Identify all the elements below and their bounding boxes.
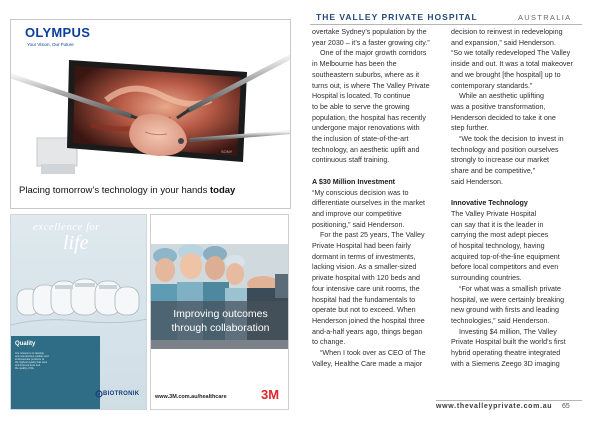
3m-ad[interactable] [150,214,289,410]
olympus-logo: OLYMPUS [25,25,91,40]
blank-line [312,166,442,177]
biotronik-panel-title: Quality [15,341,36,347]
text-line: and-a-half years ago, things began [312,327,423,336]
text-line: turns out, is where The Valley Private [312,81,430,90]
text-line: The Valley Private Hospital [451,209,537,218]
text-line: overtake Sydney’s population by the [312,28,427,36]
biotronik-panel-line: the quality of life. [15,367,35,370]
text-line: acquired top-of-the-line equipment [451,252,560,261]
text-line: private hospital with 120 beds and [312,274,420,283]
biotronik-ad[interactable] [10,214,147,410]
text-line: step further. [451,124,489,133]
text-line: and we brought [the hospital] up to [451,70,561,79]
text-line: hospital, we were certainly breaking [451,295,565,304]
text-line: positioning,” said Henderson. [312,220,405,229]
header-divider [310,24,582,25]
text-line: of hospital technology, having [451,242,545,251]
blank-line [451,188,585,199]
text-line: dormant in terms of investments, [312,252,416,261]
text-line: “So we totally redeveloped The Valley [451,49,571,58]
text-line: in Melbourne has been the [312,60,397,69]
text-line: Valley, Healthe Care made a major [312,359,423,368]
text-line: southeastern suburbs, where as it [312,70,420,79]
text-line: year 2030 – it’s a faster growing city.” [312,38,430,47]
biotronik-panel-line: Our mission is to develop [15,352,45,355]
3m-logo: 3M [261,387,280,402]
text-line: decision to reinvest in redeveloping [451,28,563,36]
text-line: continuous staff training. [312,156,390,165]
text-line: operate but not to exceed. When [312,306,416,315]
text-line: Henderson joined the hospital three [312,316,425,325]
text-line: technologies,” said Henderson. [451,316,550,325]
text-line: Henderson decided to take it one [451,113,556,122]
biotronik-logo: BIOTRONIK [103,391,140,397]
text-line: surrounding countries. [451,274,522,283]
biotronik-panel-line: and improve lives and [15,364,41,367]
svg-text:SONY: SONY [221,149,233,154]
text-line: four intensive care unit rooms, the [312,284,420,293]
3m-headline-2: through collaboration [171,322,270,334]
text-line: “My conscious decision was to [312,188,409,197]
text-line: technology, an aesthetic uplift and [312,145,420,154]
text-line: carrying the most adept pieces [451,231,549,240]
footer-divider [436,400,582,401]
text-line: to change. [312,338,346,347]
biotronik-headline-small: excellence for [33,221,100,233]
text-line: the inclusion of state-of-the-art [312,135,409,144]
footer-url[interactable]: www.thevalleyprivate.com.au [436,403,553,410]
text-line: before local competitors and even [451,263,559,272]
article-column-2 [451,27,585,370]
running-header-title: THE VALLEY PRIVATE HOSPITAL [316,12,478,22]
text-line: “When I took over as CEO of The [320,349,426,358]
text-line: One of the major growth corridors [320,49,427,58]
biotronik-logo-icon [11,215,147,410]
biotronik-headline-large: life [63,232,89,254]
text-line: to be able to serve the growing [312,102,410,111]
text-line: inside and out. It was a total makeover [451,60,573,69]
text-line: Private Hospital had been fairly [312,242,411,251]
text-line: and improve our competitive [312,209,402,218]
article-column-1 [312,27,442,370]
text-line: differentiate ourselves in the market [312,199,425,208]
text-line: hospital had the fundamentals to [312,295,416,304]
page-number: 65 [562,403,570,410]
biotronik-panel-line: endovascular products of [15,358,44,361]
3m-url[interactable]: www.3M.com.au/healthcare [155,394,227,400]
text-line: hybrid operating theatre integrated [451,349,561,358]
3m-headline-1: Improving outcomes [173,308,268,320]
olympus-ad[interactable] [10,19,291,209]
running-header-country: AUSTRALIA [518,13,572,22]
section-heading: A $30 Million Investment [312,177,396,186]
text-line: “We took the decision to invest in [459,135,564,144]
text-line: “For what was a smallish private [459,284,561,293]
biotronik-panel-line: and manufacture cardiac and [15,355,49,358]
surgical-monitor-illustration [11,20,291,209]
biotronik-panel-line: the highest quality that save [15,361,48,364]
text-line: undergone major renovations with [312,124,420,133]
text-line: with a Siemens Zeego 3D imaging [451,359,560,368]
text-line: strongly to increase our market [451,156,550,165]
text-line: Investing $4 million, The Valley [459,327,557,336]
section-heading: Innovative Technology [451,199,528,208]
text-line: Private Hospital built the world’s first [451,338,566,347]
text-line: While an aesthetic uplifting [459,92,544,101]
text-line: For the past 25 years, The Valley [320,231,425,240]
olympus-slogan: Your Vision, Our Future [27,42,74,47]
text-line: share and be competitive,” [451,167,536,176]
text-line: can say that it is the leader in [451,220,544,229]
text-line: contemporary standards.” [451,81,533,90]
text-line: population, the hospital has recently [312,113,426,122]
text-line: technology and position ourselves [451,145,559,154]
text-line: said Henderson. [451,177,503,186]
text-line: lacking vision. As a smaller-sized [312,263,417,272]
text-line: and expansion,” said Henderson. [451,38,556,47]
text-line: new ground with firsts and leading [451,306,559,315]
text-line: was a positive transformation, [451,102,546,111]
text-line: Hospital is located. To continue [312,92,411,101]
olympus-tagline: Placing tomorrow’s technology in your hands today [19,185,236,196]
